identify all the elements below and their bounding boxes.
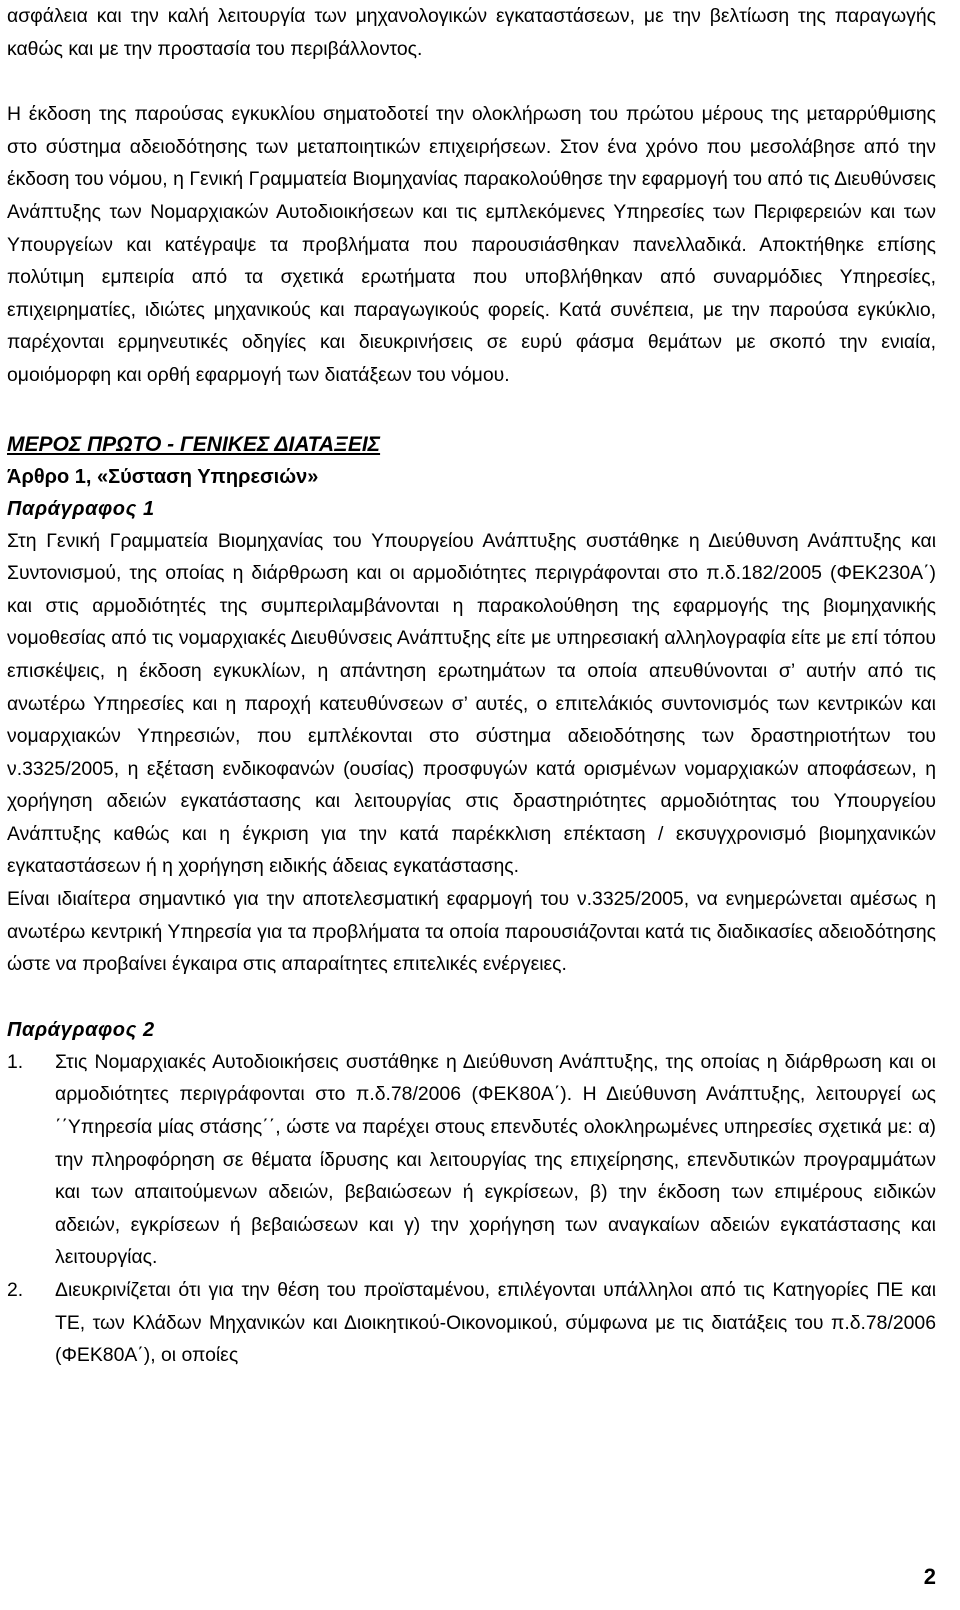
list-item	[7, 1274, 936, 1372]
intro-paragraph-2: Η έκδοση της παρούσας εγκυκλίου σηματοδοτεί την ολοκλήρωση του πρώτου μέρους της μεταρρύθμισης στο σύστημα αδειοδότησης των μεταποιητικών επιχειρήσεων. Στον ένα χρόνο που μεσολάβησε από την έκδοση του νόμου, η Γενική Γραμματεία Βιομηχανίας παρακολούθησε την εφαρμογή του από τις Διευθύνσεις Ανάπτυξης των Νομαρχιακών Αυτοδιοικήσεων και τις εμπλεκόμενες Υπηρεσίες των Περιφερειών και των Υπουργείων και κατέγραψε τα προβλήματα που παρουσιάσθηκαν πανελλαδικά. Αποκτήθηκε επίσης πολύτιμη εμπειρία από τα σχετικά ερωτήματα που υποβλήθηκαν από συναρμόδιες Υπηρεσίες, επιχειρηματίες, ιδιώτες μηχανικούς και παραγωγικούς φορείς. Κατά συνέπεια, με την παρούσα εγκύκλιο, παρέχονται ερμηνευτικές οδηγίες και διευκρινήσεις σε ευρύ φάσμα θεμάτων με σκοπό την ενιαία, ομοιόμορφη και ορθή εφαρμογή των διατάξεων του νόμου.	[7, 103, 936, 386]
page-number: 2	[923, 1564, 936, 1589]
list-item-number: 1.	[7, 1050, 24, 1073]
list-item	[7, 1046, 936, 1274]
paragraph-1-text-continued: Είναι ιδιαίτερα σημαντικό για την αποτελεσματική εφαρμογή του ν.3325/2005, να ενημερώνεται αμέσως η ανωτέρω κεντρική Υπηρεσία για τα προβλήματα τα οποία παρουσιάζονται κατά τις διαδικασίες αδειοδότησης ώστε να προβαίνει έγκαιρα στις απαραίτητες επιτελικές ενέργειες.	[7, 888, 936, 976]
list-item-text: Στις Νομαρχιακές Αυτοδιοικήσεις συστάθηκε η Διεύθυνση Ανάπτυξης, της οποίας η διάρθρωση και οι αρμοδιότητες περιγράφονται στο π.δ.78/2006 (ΦΕΚ80Α΄). Η Διεύθυνση Ανάπτυξης, λειτουργεί ως ΄΄Υπηρεσία μίας στάσης΄΄, ώστε να παρέχει στους επενδυτές ολοκληρωμένες υπηρεσίες σχετικά με: α) την πληροφόρηση σε θέματα ίδρυσης και λειτουργίας της επιχείρησης, επενδυτικών προγραμμάτων και των απαιτούμενων αδειών, βεβαιώσεων ή εγκρίσεων, β) την έκδοση των επιμέρους ειδικών αδειών, εγκρίσεων ή βεβαιώσεων και γ) την χορήγηση των αναγκαίων αδειών εγκατάστασης και λειτουργίας.	[55, 1050, 936, 1269]
section-title: ΜΕΡΟΣ ΠΡΩΤΟ - ΓΕΝΙΚΕΣ ΔΙΑΤΑΞΕΙΣ	[7, 432, 381, 456]
spacer	[7, 392, 936, 425]
article-title: Άρθρο 1, «Σύσταση Υπηρεσιών»	[7, 465, 319, 488]
paragraph-2-heading: Παράγραφος 2	[7, 1018, 155, 1041]
paragraph-1-heading: Παράγραφος 1	[7, 497, 155, 520]
spacer	[7, 65, 936, 98]
document-page	[7, 0, 936, 1372]
paragraph-1-text: Στη Γενική Γραμματεία Βιομηχανίας του Υπουργείου Ανάπτυξης συστάθηκε η Διεύθυνση Ανάπτυξης και Συντονισμού, της οποίας η διάρθρωση και οι αρμοδιότητες περιγράφονται στο π.δ.182/2005 (ΦΕΚ230Α΄) και στις αρμοδιότητές της συμπεριλαμβάνονται η παρακολούθηση της εφαρμογής της βιομηχανικής νομοθεσίας από τις νομαρχιακές Διευθύνσεις Ανάπτυξης είτε με υπηρεσιακή αλληλογραφία είτε με επί τόπου επισκέψεις, η έκδοση εγκυκλίων, η απάντηση ερωτημάτων τα οποία απευθύνονται σ’ αυτήν από τις ανωτέρω Υπηρεσίες και η παροχή κατευθύνσεων σ’ αυτές, ο επιτελάκιός συντονισμός των κεντρικών και νομαρχιακών Υπηρεσιών, που εμπλέκονται στο σύστημα αδειοδότησης των δραστηριοτήτων του ν.3325/2005, η εξέταση ενδικοφανών (ουσίας) προσφυγών κατά ορισμένων νομαρχιακών αποφάσεων, η χορήγηση αδειών εγκατάστασης και λειτουργίας στις δραστηριότητες αρμοδιότητας του Υπουργείου Ανάπτυξης καθώς και η έγκριση για την κατά παρέκκλιση επέκταση / εκσυγχρονισμό βιομηχανικών εγκαταστάσεων ή η χορήγηση ειδικής άδειας εγκατάστασης.	[7, 529, 936, 878]
intro-paragraph-1: ασφάλεια και την καλή λειτουργία των μηχανολογικών εγκαταστάσεων, με την βελτίωση της παραγωγής καθώς και με την προστασία του περιβάλλοντος.	[7, 5, 936, 60]
spacer	[7, 981, 936, 1014]
paragraph-2-list	[7, 1046, 936, 1372]
list-item-text: Διευκρινίζεται ότι για την θέση του προϊσταμένου, επιλέγονται υπάλληλοι από τις Κατηγορίες ΠΕ και ΤΕ, των Κλάδων Μηχανικών και Διοικητικού-Οικονομικού, σύμφωνα με τις διατάξεις του π.δ.78/2006 (ΦΕΚ80Α΄), οι οποίες	[55, 1279, 936, 1367]
list-item-number: 2.	[7, 1279, 24, 1301]
